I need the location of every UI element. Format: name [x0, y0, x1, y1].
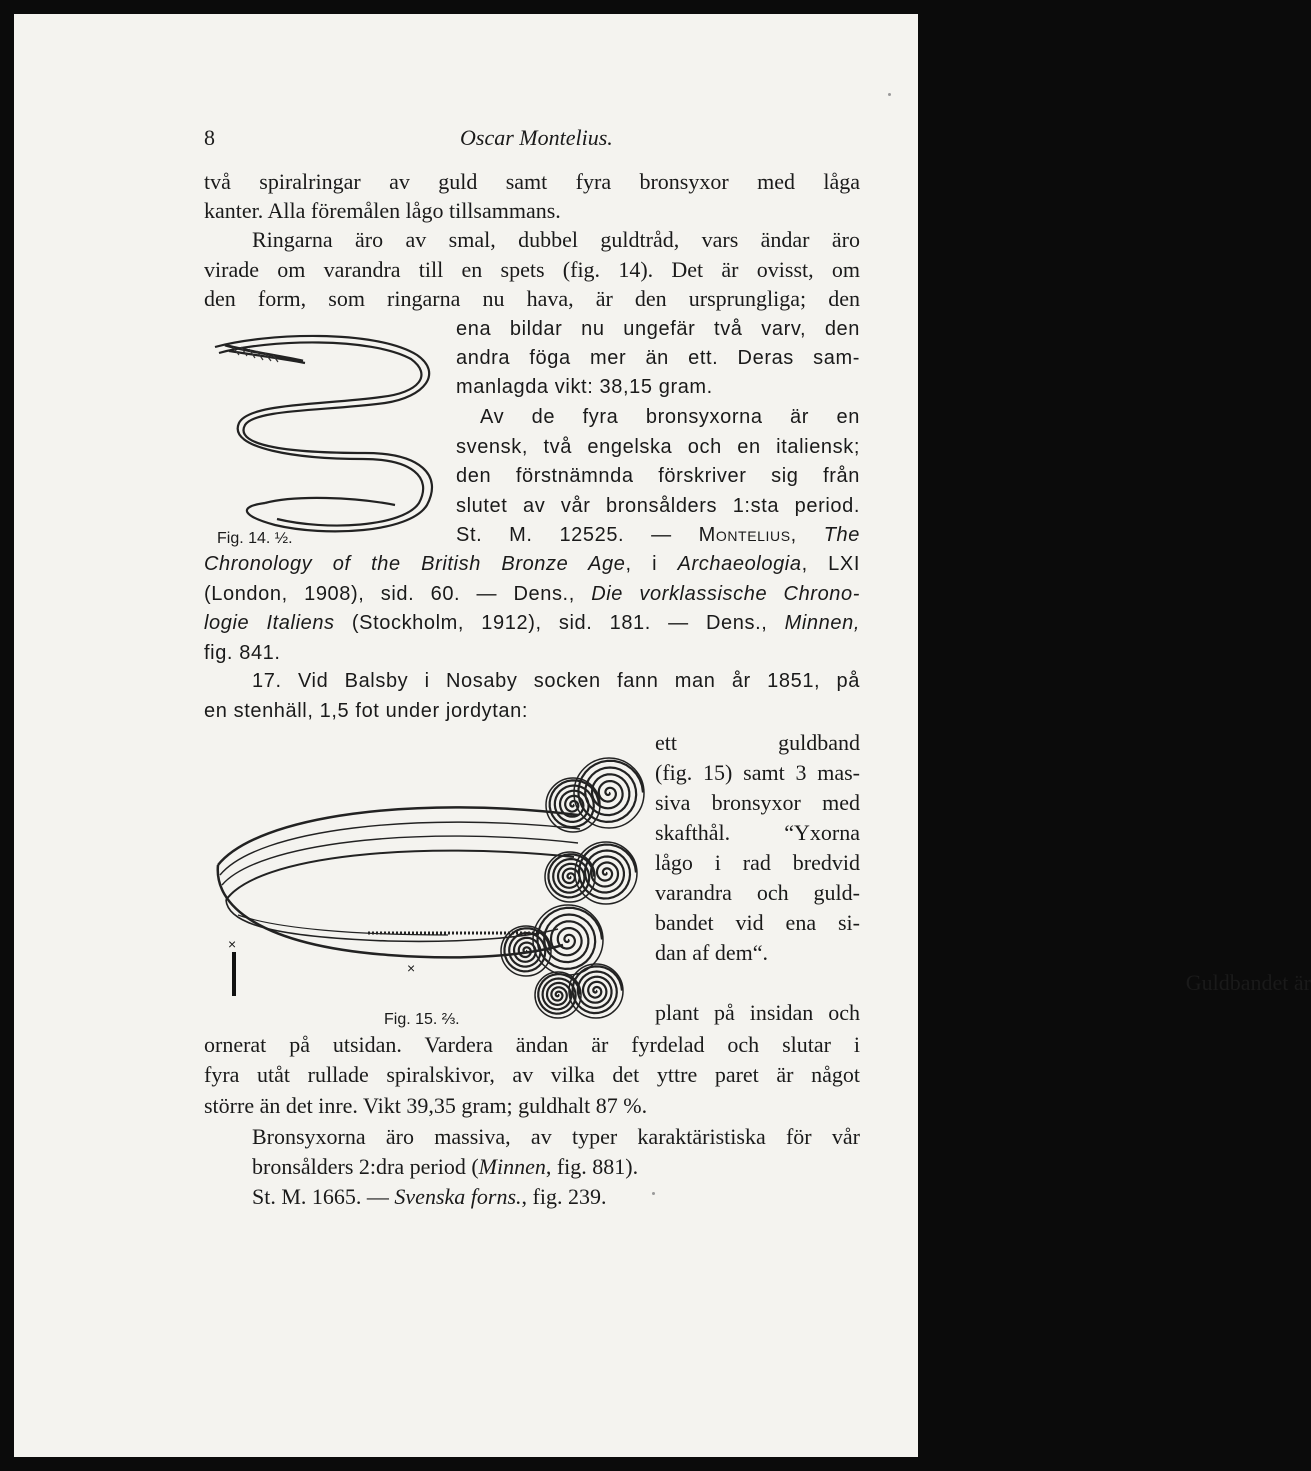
text-run: Archaeologia: [677, 553, 802, 575]
text-run: St. M. 12525. —: [456, 524, 699, 546]
text-run: Svenska forns.: [394, 1184, 522, 1209]
text-run: Montelius: [698, 524, 791, 546]
speck: [652, 1192, 655, 1195]
fig15-caption: Fig. 15. ⅔.: [384, 1011, 460, 1028]
text-line: [655, 968, 1311, 998]
text-line: [655, 728, 860, 758]
text-run: fig. 841.: [204, 642, 281, 664]
text-line: [655, 998, 860, 1028]
text-line: [204, 167, 860, 197]
text-line: [204, 608, 860, 638]
fig15-gold-band-illustration: [218, 755, 648, 1015]
text-line: [456, 461, 860, 491]
text-line: [456, 314, 860, 344]
text-run: 17. Vid Balsby i Nosaby socken fann man år 1851, på: [252, 670, 860, 692]
text-line: [456, 491, 860, 521]
text-run: den förstnämnda förskriver sig från: [456, 465, 860, 487]
text-line: [456, 432, 860, 462]
text-run: Ringarna äro av smal, dubbel guldtråd, vars ändar äro: [252, 227, 860, 252]
text-run: The: [823, 524, 860, 546]
text-run: Bronsyxorna äro massiva, av typer karaktäristiska för vår: [252, 1124, 860, 1149]
text-run: Minnen: [478, 1154, 546, 1179]
running-title: Oscar Montelius.: [460, 125, 613, 150]
text-line: [655, 908, 860, 938]
text-run: , LXI: [801, 553, 861, 575]
text-run: slutet av vår bronsålders 1:sta period.: [456, 495, 860, 517]
text-line: [456, 372, 860, 402]
text-run: större än det inre. Vikt 39,35 gram; guldhalt 87 %.: [204, 1093, 648, 1118]
text-line: [456, 520, 860, 550]
text-line: [456, 402, 860, 432]
text-run: , fig. 239.: [521, 1184, 607, 1209]
text-line: [204, 284, 860, 314]
text-run: varandra och guld-: [655, 880, 860, 905]
text-line: [204, 1030, 860, 1060]
text-run: den form, som ringarna nu hava, är den ursprungliga; den: [204, 286, 860, 311]
text-line: [204, 196, 860, 226]
text-run: siva bronsyxor med: [655, 790, 860, 815]
page-number: 8: [204, 125, 215, 150]
text-run: virade om varandra till en spets (fig. 14). Det är ovisst, om: [204, 257, 860, 282]
text-line: [456, 343, 860, 373]
text-run: andra föga mer än ett. Deras sam-: [456, 347, 860, 369]
text-run: logie Italiens: [204, 612, 335, 634]
fig15-marker-center: ×: [407, 960, 416, 976]
text-run: Chronology of the British Bronze Age: [204, 553, 626, 575]
text-run: Guldbandet är: [1185, 970, 1311, 995]
text-line: [655, 938, 860, 968]
speck: [888, 93, 891, 96]
text-run: skafthål. “Yxorna: [655, 820, 860, 845]
text-run: Minnen,: [784, 612, 860, 634]
text-run: en stenhäll, 1,5 fot under jordytan:: [204, 700, 529, 722]
text-run: två spiralringar av guld samt fyra bronsyxor med låga: [204, 169, 860, 194]
text-line: [655, 878, 860, 908]
text-line: [204, 638, 860, 668]
text-run: ,: [790, 524, 824, 546]
text-run: plant på insidan och: [655, 1000, 860, 1025]
text-run: manlagda vikt: 38,15 gram.: [456, 376, 713, 398]
text-line: [204, 1091, 860, 1121]
text-line: [655, 848, 860, 878]
text-line: [204, 666, 860, 696]
text-run: dan af dem“.: [655, 940, 768, 965]
text-line: [204, 1182, 860, 1212]
text-run: , i: [625, 553, 678, 575]
text-run: (fig. 15) samt 3 mas-: [655, 760, 860, 785]
text-line: [204, 255, 860, 285]
text-run: St. M. 1665. —: [252, 1184, 395, 1209]
fig15-marker-left: ×: [228, 936, 237, 952]
text-line: [655, 818, 860, 848]
text-run: Av de fyra bronsyxorna är en: [480, 406, 860, 428]
text-run: , fig. 881).: [545, 1154, 639, 1179]
text-run: (London, 1908), sid. 60. — Dens.,: [204, 583, 592, 605]
fig15-scale-bar: [232, 952, 236, 996]
text-run: bronsålders 2:dra period (: [252, 1154, 479, 1179]
text-run: bandet vid ena si-: [655, 910, 860, 935]
text-line: [204, 1152, 860, 1182]
text-run: (Stockholm, 1912), sid. 181. — Dens.,: [334, 612, 785, 634]
text-line: [204, 225, 860, 255]
text-line: [655, 758, 860, 788]
text-line: [204, 696, 860, 726]
text-line: [204, 579, 860, 609]
text-line: [204, 1060, 860, 1090]
fig14-spiral-ring-illustration: [205, 325, 445, 545]
text-run: ornerat på utsidan. Vardera ändan är fyrdelad och slutar i: [204, 1032, 860, 1057]
text-run: svensk, två engelska och en italiensk;: [456, 436, 860, 458]
text-run: kanter. Alla föremålen lågo tillsammans.: [204, 198, 561, 223]
fig14-caption: Fig. 14. ½.: [217, 530, 293, 547]
text-run: fyra utåt rullade spiralskivor, av vilka det yttre paret är något: [204, 1062, 860, 1087]
text-line: [655, 788, 860, 818]
text-run: lågo i rad bredvid: [655, 850, 860, 875]
text-run: ena bildar nu ungefär två varv, den: [456, 318, 860, 340]
text-line: [204, 1122, 860, 1152]
text-line: [204, 549, 860, 579]
text-run: Die vorklassische Chrono-: [591, 583, 860, 605]
text-run: ett guldband: [655, 730, 860, 755]
